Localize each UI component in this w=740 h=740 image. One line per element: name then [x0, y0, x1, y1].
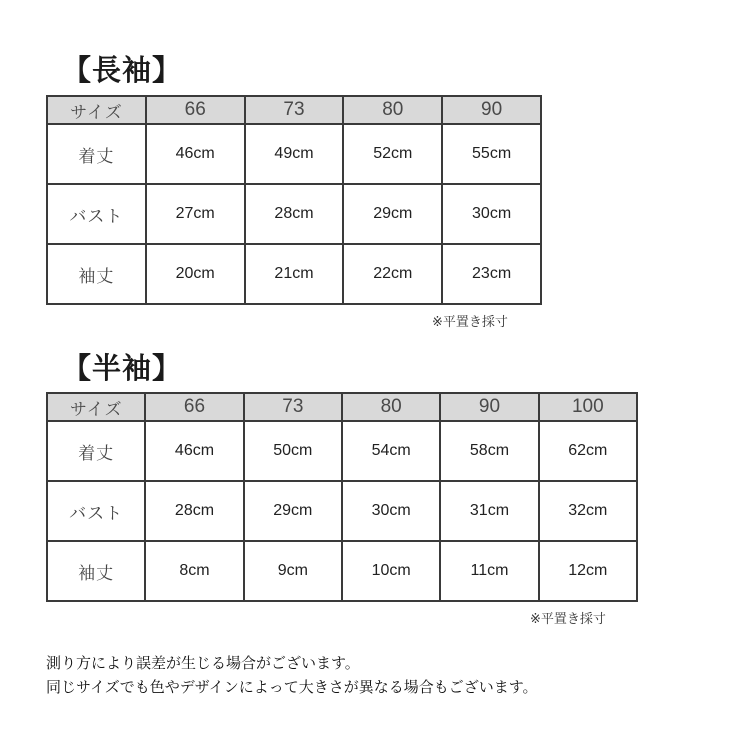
table-cell: 52cm	[343, 124, 442, 184]
table-cell: 29cm	[244, 481, 342, 541]
table-cell: 23cm	[442, 244, 541, 304]
header-cell-size: 100	[539, 393, 637, 421]
measurement-error-footnote: 測り方により誤差が生じる場合がございます。	[46, 654, 360, 672]
table-cell: 21cm	[245, 244, 344, 304]
table-cell: 22cm	[343, 244, 442, 304]
header-cell-size: 90	[442, 96, 541, 124]
size-variation-footnote: 同じサイズでも色やデザインによって大きさが異なる場合もございます。	[46, 678, 538, 696]
table-cell: 46cm	[145, 421, 243, 481]
row-label-bust: バスト	[47, 481, 145, 541]
table-cell: 10cm	[342, 541, 440, 601]
long-sleeve-size-table	[46, 95, 542, 305]
table-row	[47, 244, 541, 304]
header-cell-size: 90	[440, 393, 538, 421]
header-cell-size: 80	[343, 96, 442, 124]
table-header-row	[47, 96, 541, 124]
table-cell: 28cm	[145, 481, 243, 541]
table-cell: 62cm	[539, 421, 637, 481]
table-cell: 30cm	[342, 481, 440, 541]
table-cell: 58cm	[440, 421, 538, 481]
header-cell-size: 80	[342, 393, 440, 421]
short-sleeve-title: 【半袖】	[62, 351, 183, 385]
table-cell: 54cm	[342, 421, 440, 481]
row-label-length: 着丈	[47, 124, 146, 184]
table-row	[47, 541, 637, 601]
table-cell: 30cm	[442, 184, 541, 244]
table-cell: 50cm	[244, 421, 342, 481]
table-cell: 8cm	[145, 541, 243, 601]
table-cell: 20cm	[146, 244, 245, 304]
header-cell-size: 66	[146, 96, 245, 124]
long-sleeve-title: 【長袖】	[62, 53, 183, 87]
row-label-sleeve-length: 袖丈	[47, 541, 145, 601]
row-label-bust: バスト	[47, 184, 146, 244]
table-cell: 9cm	[244, 541, 342, 601]
table-cell: 31cm	[440, 481, 538, 541]
header-cell-size-label: サイズ	[47, 393, 145, 421]
long-sleeve-measurement-note: ※平置き採寸	[432, 315, 508, 330]
header-cell-size: 66	[145, 393, 243, 421]
table-cell: 28cm	[245, 184, 344, 244]
short-sleeve-size-table	[46, 392, 638, 602]
table-cell: 49cm	[245, 124, 344, 184]
header-cell-size: 73	[245, 96, 344, 124]
table-row	[47, 124, 541, 184]
table-cell: 46cm	[146, 124, 245, 184]
table-cell: 55cm	[442, 124, 541, 184]
table-cell: 32cm	[539, 481, 637, 541]
table-header-row	[47, 393, 637, 421]
header-cell-size: 73	[244, 393, 342, 421]
table-row	[47, 481, 637, 541]
short-sleeve-measurement-note: ※平置き採寸	[530, 612, 606, 627]
table-cell: 29cm	[343, 184, 442, 244]
header-cell-size-label: サイズ	[47, 96, 146, 124]
table-cell: 27cm	[146, 184, 245, 244]
table-row	[47, 421, 637, 481]
row-label-length: 着丈	[47, 421, 145, 481]
table-cell: 11cm	[440, 541, 538, 601]
table-row	[47, 184, 541, 244]
table-cell: 12cm	[539, 541, 637, 601]
row-label-sleeve-length: 袖丈	[47, 244, 146, 304]
